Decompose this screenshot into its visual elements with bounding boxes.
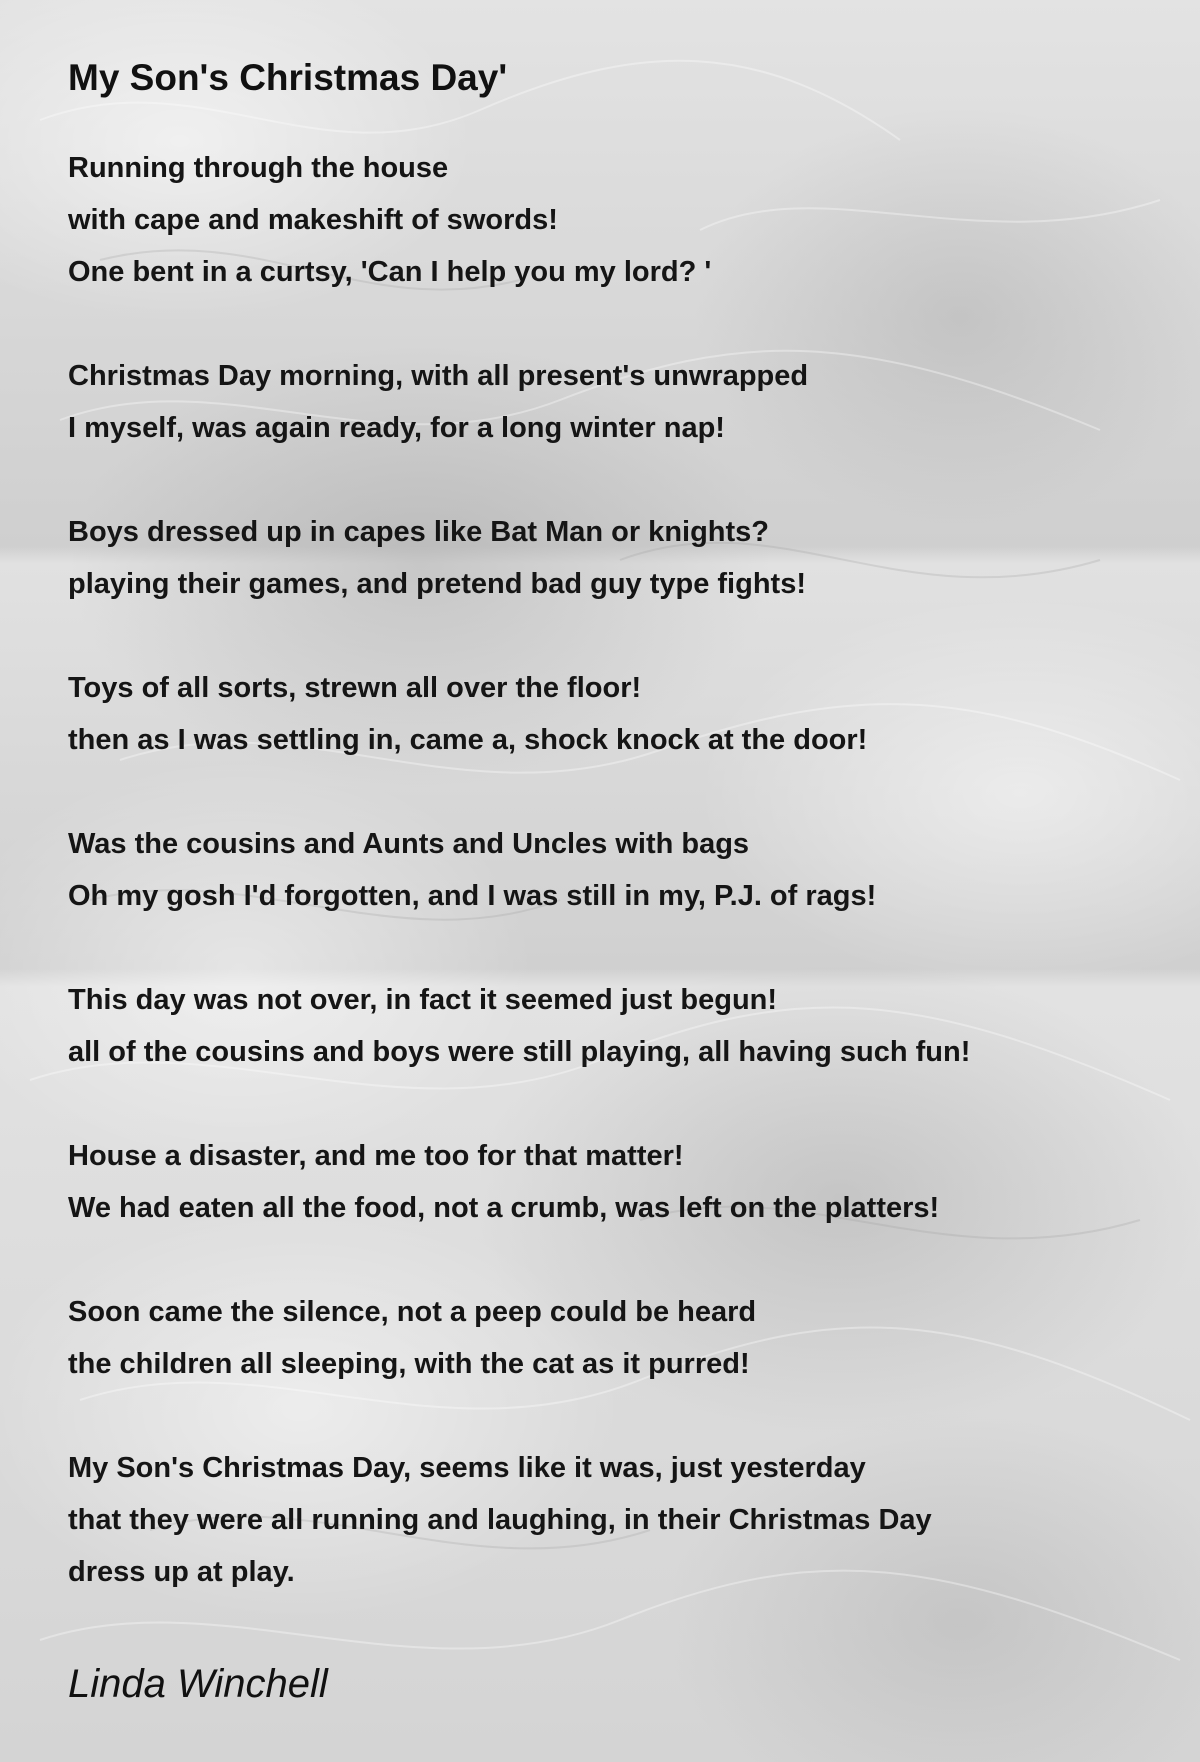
- poem-line: House a disaster, and me too for that matter!: [68, 1140, 684, 1172]
- stanza-5: [68, 818, 1168, 922]
- stanza-8: [68, 1286, 1168, 1390]
- poem-line: all of the cousins and boys were still playing, all having such fun!: [68, 1036, 971, 1068]
- poem-line: Oh my gosh I'd forgotten, and I was still in my, P.J. of rags!: [68, 880, 877, 912]
- stanza-9: [68, 1442, 1168, 1598]
- poem-line: with cape and makeshift of swords!: [68, 204, 558, 236]
- poem-line: the children all sleeping, with the cat as it purred!: [68, 1348, 750, 1380]
- stanza-7: [68, 1130, 1168, 1234]
- poem-line: I myself, was again ready, for a long winter nap!: [68, 412, 725, 444]
- poem-line: Boys dressed up in capes like Bat Man or knights?: [68, 516, 770, 548]
- poem-line: Was the cousins and Aunts and Uncles with bags: [68, 828, 750, 860]
- poem-line: playing their games, and pretend bad guy type fights!: [68, 568, 806, 600]
- stanza-2: [68, 350, 1168, 454]
- stanza-1: [68, 142, 1168, 298]
- poem-line: dress up at play.: [68, 1556, 295, 1588]
- poem-line: This day was not over, in fact it seemed just begun!: [68, 984, 778, 1016]
- author-name: Linda Winchell: [68, 1662, 328, 1706]
- poem-line: then as I was settling in, came a, shock knock at the door!: [68, 724, 868, 756]
- poem-line: We had eaten all the food, not a crumb, was left on the platters!: [68, 1192, 940, 1224]
- stanza-6: [68, 974, 1168, 1078]
- poem-line: that they were all running and laughing, in their Christmas Day: [68, 1504, 932, 1536]
- poem-line: Toys of all sorts, strewn all over the floor!: [68, 672, 642, 704]
- poem-title: My Son's Christmas Day': [68, 57, 508, 98]
- poem-line: My Son's Christmas Day, seems like it was, just yesterday: [68, 1452, 866, 1484]
- poem-line: Soon came the silence, not a peep could be heard: [68, 1296, 757, 1328]
- poem-line: Running through the house: [68, 152, 449, 184]
- poem-body: [68, 48, 1168, 1650]
- stanza-4: [68, 662, 1168, 766]
- stanza-3: [68, 506, 1168, 610]
- poem-line: Christmas Day morning, with all present's unwrapped: [68, 360, 809, 392]
- poem-line: One bent in a curtsy, 'Can I help you my lord? ': [68, 256, 712, 288]
